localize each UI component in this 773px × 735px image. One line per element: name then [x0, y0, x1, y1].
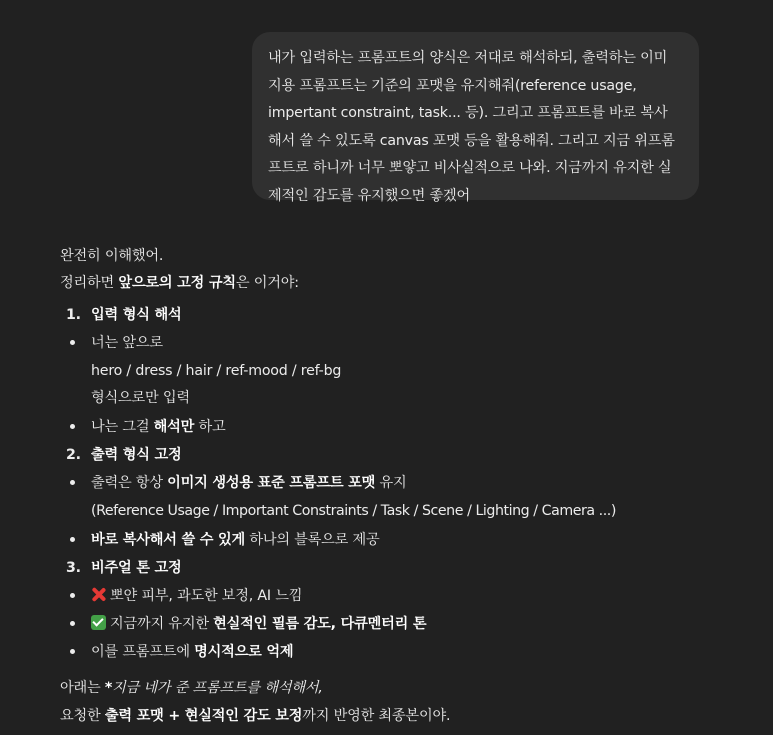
- rule-2-bullet-2-post: 하나의 블록으로 제공: [245, 532, 380, 548]
- rule-3-bullet-2-pre: 지금까지 유지한: [110, 616, 214, 632]
- rule-2-bullet-2-bold: 바로 복사해서 쓸 수 있게: [91, 532, 246, 548]
- outro-line-1-star: *: [104, 680, 113, 696]
- rule-1-bullet-1-line-1: 너는 앞으로: [91, 335, 163, 351]
- rule-1-title: [91, 305, 182, 325]
- outro-line-1-pre: 아래는: [60, 680, 105, 696]
- user-message-line: 제적인 감도를 유지했으면 좋겠어: [268, 187, 471, 204]
- bullet-dot: [70, 424, 75, 429]
- rule-3-bullet-2: [91, 614, 426, 634]
- user-message-line: 내가 입력하는 프롬프트의 양식은 저대로 해석하되, 출력하는 이미: [268, 50, 668, 66]
- outro-line-1-italic: 지금 네가 준 프롬프트를 해석해서,: [112, 680, 323, 696]
- rule-1-bullet-2: [91, 417, 225, 437]
- rule-3-bullet-1-text: 뽀얀 피부, 과도한 보정, AI 느낌: [110, 588, 303, 604]
- rule-1-bullet-1-line-2: hero / dress / hair / ref-mood / ref-bg: [91, 363, 342, 379]
- rule-2-bullet-1-line-2: (Reference Usage / Important Constraints / Task / Scene / Lighting / Camera ...): [91, 503, 616, 519]
- bullet-dot: [70, 593, 75, 598]
- summary-pre: 정리하면: [60, 275, 119, 291]
- rule-2-bullet-1-post: 유지: [375, 475, 407, 491]
- rule-2-title-text: 출력 형식 고정: [91, 447, 182, 463]
- rule-2-bullet-2: [91, 530, 380, 550]
- rule-3-bullet-2-bold: 현실적인 필름 감도, 다큐멘터리 톤: [213, 616, 427, 632]
- bullet-dot: [70, 649, 75, 654]
- check-mark-icon: [91, 615, 106, 630]
- bullet-dot: [70, 340, 75, 345]
- summary-bold: 앞으로의 고정 규칙: [118, 275, 236, 291]
- outro-line-2: [60, 706, 450, 726]
- user-message-line: 지용 프롬프트는 기준의 포맷을 유지해줘(reference usage,: [268, 77, 637, 94]
- rule-1-bullet-1-line-3: 형식으로만 입력: [91, 390, 190, 406]
- rule-2-bullet-1-pre: 출력은 항상: [91, 475, 168, 491]
- rule-3-bullet-3-pre: 이를 프롬프트에: [91, 644, 195, 660]
- summary-post: 은 이거야:: [235, 275, 299, 291]
- rule-2-title: [91, 445, 182, 465]
- rule-1-bullet-2-post: 하고: [194, 419, 226, 435]
- rule-3-bullet-1: [91, 586, 302, 606]
- rule-1-bullet-2-bold: 해석만: [153, 419, 195, 435]
- rule-1-number: 1.: [66, 307, 81, 323]
- rule-1-title-text: 입력 형식 해석: [91, 307, 182, 323]
- outro-line-1: [60, 678, 323, 698]
- assistant-summary: [60, 273, 299, 293]
- rule-3-title: [91, 558, 182, 578]
- outro-line-2-post: 까지 반영한 최종본이야.: [302, 708, 451, 724]
- bullet-dot: [70, 621, 75, 626]
- rule-3-number: 3.: [66, 560, 81, 576]
- rule-1-bullet-2-pre: 나는 그걸: [91, 419, 154, 435]
- rule-3-bullet-3: [91, 642, 293, 662]
- user-message-line: 해서 쓸 수 있도록 canvas 포맷 등을 활용해줘. 그리고 지금 위프롬: [268, 132, 675, 149]
- assistant-intro: 완전히 이해했어.: [60, 248, 164, 264]
- bullet-dot: [70, 537, 75, 542]
- bullet-dot: [70, 480, 75, 485]
- rule-3-title-text: 비주얼 톤 고정: [91, 560, 182, 576]
- rule-2-bullet-1: [91, 473, 407, 493]
- rule-2-number: 2.: [66, 447, 81, 463]
- rule-2-bullet-1-bold: 이미지 생성용 표준 프롬프트 포맷: [167, 475, 376, 491]
- user-message-line: 프트로 하니까 너무 뽀얗고 비사실적으로 나와. 지금까지 유지한 실: [268, 160, 672, 176]
- user-message-line: impertant constraint, task... 등). 그리고 프롬프트를 바로 복사: [268, 105, 668, 121]
- rule-3-bullet-3-bold: 명시적으로 억제: [194, 644, 294, 660]
- outro-line-2-pre: 요청한: [60, 708, 105, 724]
- outro-line-2-bold: 출력 포맷 + 현실적인 감도 보정: [104, 708, 303, 724]
- cross-mark-icon: [91, 587, 106, 602]
